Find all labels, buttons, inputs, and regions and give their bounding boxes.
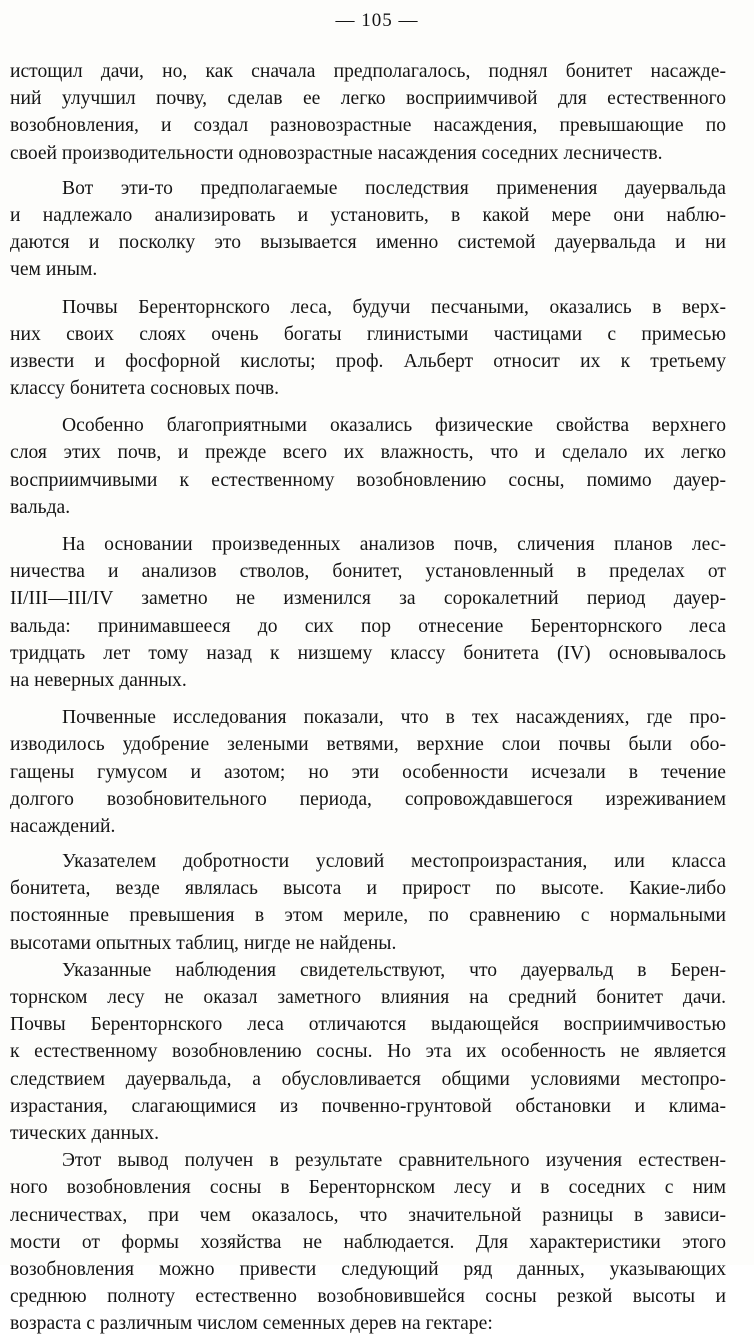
text-line: гащены гумусом и азотом; но эти особенности исчезали в течение <box>10 761 726 783</box>
text-line: извести и фосфорной кислоты; проф. Альберт относит их к третьему <box>10 350 726 372</box>
text-line: классу бонитета сосновых почв. <box>10 378 280 400</box>
paragraph <box>10 175 726 284</box>
text-line: своей производительности одновозрастные насаждения соседних лесничеств. <box>10 142 663 164</box>
text-line: среднюю полноту естественно возобновившейся сосны резкой высоты и <box>10 1286 726 1308</box>
text-line: Указанные наблюдения свидетельствуют, что дауервальд в Берен- <box>62 959 726 981</box>
text-line: Указателем добротности условий местопроизрастания, или класса <box>62 851 726 873</box>
text-line: высотами опытных таблиц, нигде не найдены. <box>10 932 397 954</box>
paragraph <box>10 58 726 167</box>
paragraph <box>10 1147 726 1337</box>
text-line: На основании произведенных анализов почв, сличения планов лес- <box>62 534 726 555</box>
text-line: насаждений. <box>10 815 116 837</box>
text-line: мости от формы хозяйства не наблюдается. Для характеристики этого <box>10 1231 726 1253</box>
text-line: изводилось удобрение зелеными ветвями, верхние слои почвы были обо- <box>10 734 726 756</box>
paragraph <box>10 957 726 1147</box>
paragraph <box>10 704 726 840</box>
text-line: Почвенные исследования показали, что в тех насаждениях, где про- <box>62 707 726 729</box>
text-line: бонитета, везде являлась высота и прирост по высоте. Какие-либо <box>10 878 726 900</box>
text-line: следствием дауервальда, а обусловливается общими условиями местопро- <box>10 1068 726 1090</box>
text-line: постоянные превышения в этом мериле, по сравнению с нормальными <box>10 905 726 927</box>
text-line: торнском лесу не оказал заметного влияния на средний бонитет дачи. <box>10 987 726 1008</box>
text-line: на неверных данных. <box>10 669 187 691</box>
text-line: вальда: принимавшееся до сих пор отнесение Беренторнского леса <box>10 615 726 637</box>
text-line: лесничествах, при чем оказалось, что значительной разницы в зависи- <box>10 1204 726 1226</box>
text-line: тридцать лет тому назад к низшему классу бонитета (IV) основывалось <box>10 642 726 664</box>
text-line: ного возобновления сосны в Беренторнском лесу и в соседних с ним <box>10 1177 726 1199</box>
paragraph <box>10 531 726 694</box>
page-number: — 105 — <box>335 10 419 31</box>
text-line: израстания, слагающимися из почвенно-грунтовой обстановки и клима- <box>10 1095 726 1117</box>
paragraph <box>10 848 726 957</box>
text-line: долгого возобновительного периода, сопровождавшегося изреживанием <box>10 788 726 810</box>
text-line: ний улучшил почву, сделав ее легко восприимчивой для естественного <box>10 88 726 110</box>
text-line: истощил дачи, но, как сначала предполагалось, поднял бонитет насажде- <box>10 61 726 82</box>
text-line: II/III—III/IV заметно не изменился за сорокалетний период дауер- <box>10 588 726 610</box>
text-line: ничества и анализов стволов, бонитет, установленный в пределах от <box>10 561 726 583</box>
text-line: слоя этих почв, и прежде всего их влажность, что и сделало их легко <box>10 442 726 464</box>
text-line: тических данных. <box>10 1122 159 1144</box>
text-line: и надлежало анализировать и установить, в какой мере они наблю- <box>10 204 726 226</box>
paragraph <box>10 294 726 403</box>
text-line: них своих слоях очень богаты глинистыми частицами с примесью <box>10 323 726 345</box>
paragraph <box>10 412 726 521</box>
text-line: к естественному возобновлению сосны. Но эта их особенность не является <box>10 1041 726 1063</box>
text-line: возобновления можно привести следующий ряд данных, указывающих <box>10 1258 726 1280</box>
text-line: даются и посколку это вызывается именно системой дауервальда и ни <box>10 232 726 254</box>
text-line: вальда. <box>10 496 71 518</box>
text-line: Вот эти-то предполагаемые последствия применения дауервальда <box>62 177 726 199</box>
text-line: возобновления, и создал разновозрастные насаждения, превышающие по <box>10 115 726 137</box>
text-line: Почвы Беренторнского леса отличаются выдающейся восприимчивостью <box>10 1014 726 1036</box>
text-line: возраста с различным числом семенных дерев на гектаре: <box>10 1313 493 1335</box>
text-line: Почвы Беренторнского леса, будучи песчаными, оказались в верх- <box>62 296 726 318</box>
text-line: Этот вывод получен в результате сравнительного изучения естествен- <box>62 1150 726 1172</box>
text-line: восприимчивыми к естественному возобновлению сосны, помимо дауер- <box>10 469 726 491</box>
text-line: чем иным. <box>10 259 98 281</box>
text-line: Особенно благоприятными оказались физические свойства верхнего <box>62 415 726 437</box>
body-text <box>10 58 726 1337</box>
